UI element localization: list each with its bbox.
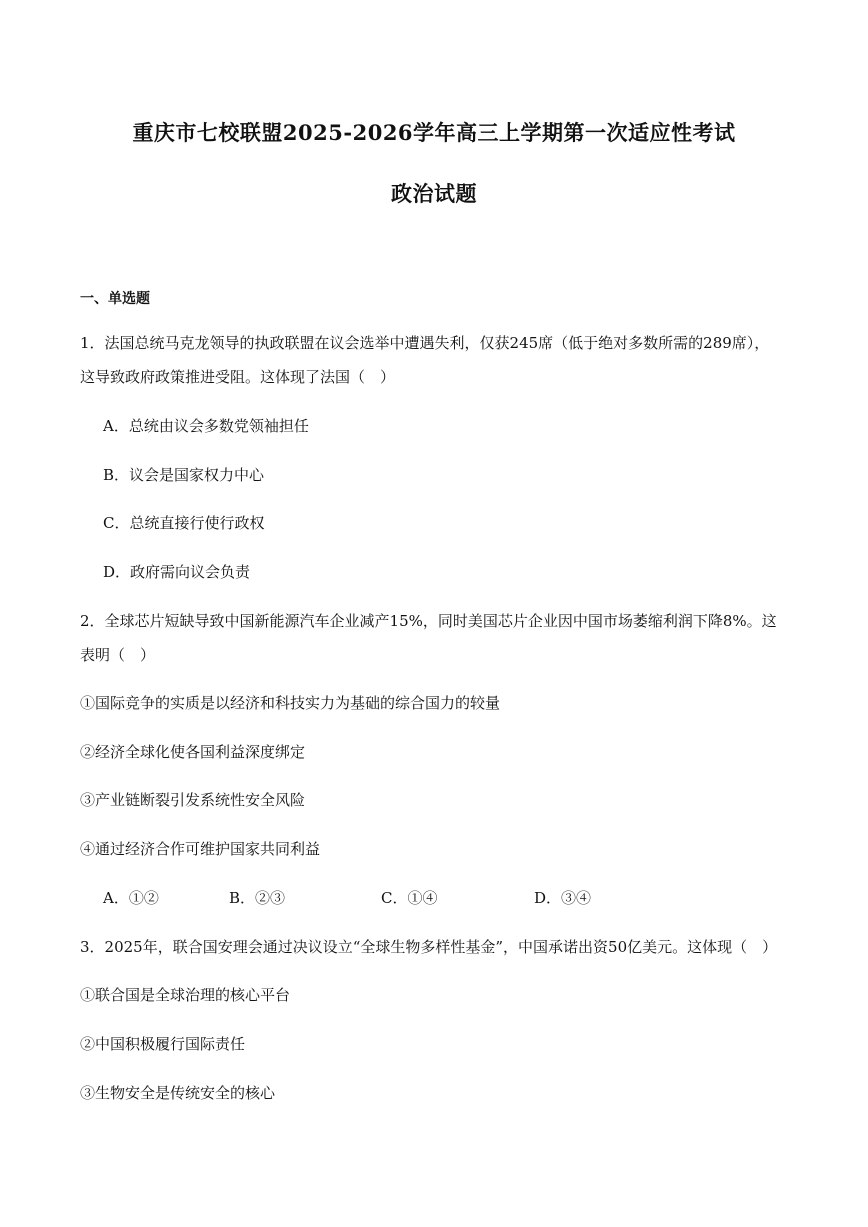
question-2-stem-line-1: 2．全球芯片短缺导致中国新能源汽车企业减产15%，同时美国芯片企业因中国市场萎缩利润下降8%。这 [80,612,777,630]
question-1-option-a: A．总统由议会多数党领袖担任 [103,417,309,435]
question-2-statement-1: ①国际竞争的实质是以经济和科技实力为基础的综合国力的较量 [80,694,501,712]
question-3-statement-3: ③生物安全是传统安全的核心 [80,1084,276,1102]
question-2-statement-4: ④通过经济合作可维护国家共同利益 [80,840,321,858]
section-heading: 一、单选题 [80,291,150,307]
question-2-option-a: A．①② [103,889,159,907]
exam-subject-title: 政治试题 [391,181,477,206]
question-1-stem-line-2: 这导致政府政策推进受阻。这体现了法国（ ） [80,368,396,386]
question-2-option-c: C．①④ [381,889,438,907]
question-2-options-row [103,888,803,908]
question-3-statement-1: ①联合国是全球治理的核心平台 [80,986,291,1004]
question-3-statement-2: ②中国积极履行国际责任 [80,1035,246,1053]
question-3-stem-line-1: 3．2025年，联合国安理会通过决议设立“全球生物多样性基金”，中国承诺出资50亿美元。这体现（ ） [80,938,778,956]
question-1-option-b: B．议会是国家权力中心 [103,466,265,484]
question-1-option-c: C．总统直接行使行政权 [103,514,265,532]
question-2-stem-line-2: 表明（ ） [80,646,156,664]
question-1-option-d: D．政府需向议会负责 [103,563,251,581]
question-2-statement-3: ③产业链断裂引发系统性安全风险 [80,791,306,809]
exam-title: 重庆市七校联盟2025-2026学年高三上学期第一次适应性考试 [132,120,736,145]
question-2-option-b: B．②③ [229,889,286,907]
question-1-stem-line-1: 1．法国总统马克龙领导的执政联盟在议会选举中遭遇失利，仅获245席（低于绝对多数所需的289席）， [80,334,770,352]
question-2-option-d: D．③④ [534,889,592,907]
question-2-statement-2: ②经济全球化使各国利益深度绑定 [80,743,306,761]
